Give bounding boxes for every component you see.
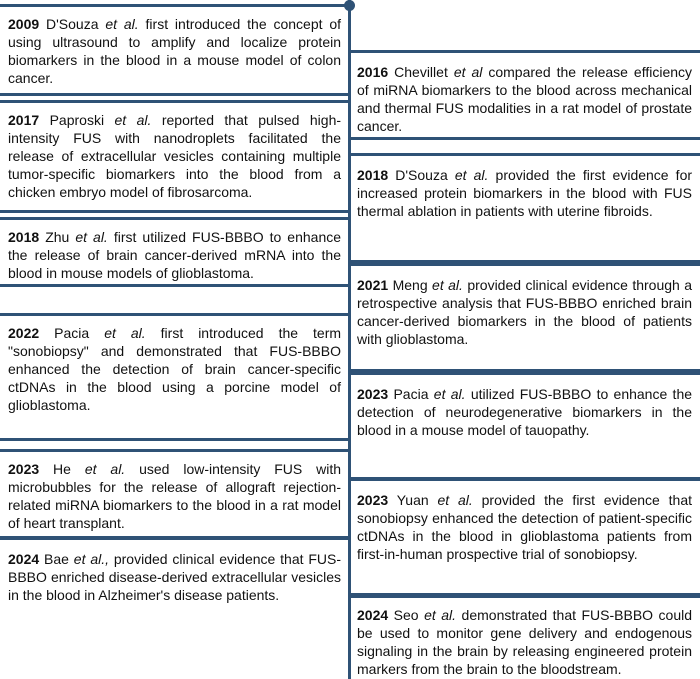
event-author: D'Souza — [395, 167, 448, 183]
event-author: Pacia — [393, 386, 429, 402]
event-description: first utilized FUS-BBBO to enhance the release of brain cancer-derived mRNA into the blood in mouse models of glioblastoma. — [8, 229, 342, 281]
event-etal: et al. — [104, 325, 146, 341]
event-description: compared the release efficiency of miRNA biomarkers to the blood across mechanical and thermal FUS modalities in a rat model of prostate cancer. — [357, 64, 693, 134]
event-author: Zhu — [45, 229, 70, 245]
event-etal: et al., — [73, 551, 109, 567]
event-author: D'Souza — [46, 16, 99, 32]
event-etal: et al. — [454, 167, 489, 183]
event-year: 2009 — [8, 16, 40, 32]
event-etal: et al — [453, 64, 483, 80]
event-author: Pacia — [54, 325, 90, 341]
event-year: 2021 — [357, 277, 389, 293]
event-etal: et al. — [432, 277, 463, 293]
event-etal: et al. — [75, 229, 108, 245]
event-year: 2018 — [357, 167, 389, 183]
event-author: Seo — [393, 607, 419, 623]
timeline-event-2024-bae — [0, 537, 349, 629]
event-author: Meng — [392, 277, 428, 293]
event-etal: et al. — [437, 492, 473, 508]
timeline-event-2009-dsouza — [0, 4, 349, 96]
event-author: Chevillet — [394, 64, 448, 80]
event-etal: et al. — [105, 16, 139, 32]
event-description: provided clinical evidence that FUS-BBBO enriched disease-derived extracellular vesicles in the blood in Alzheimer's disease patients. — [8, 551, 342, 603]
event-description: provided clinical evidence through a retrospective analysis that FUS-BBBO enriched brain cancer-derived biomarkers in the blood of patients with glioblastoma. — [357, 277, 693, 347]
event-description: provided the first evidence that sonobiopsy enhanced the detection of patient-specific ctDNAs in the blood in glioblastoma patients from first-in-human prospective trial of sonobiopsy. — [357, 492, 693, 562]
event-year: 2022 — [8, 325, 40, 341]
event-description: first introduced the concept of using ultrasound to amplify and localize protein biomarkers in the blood in a mouse model of colon cancer. — [8, 16, 342, 86]
timeline-event-2023-yuan — [349, 478, 700, 596]
event-description: used low-intensity FUS with microbubbles for the release of allograft rejection-related miRNA biomarkers to the blood in a rat model of heart transplant. — [8, 461, 342, 531]
event-year: 2023 — [8, 461, 40, 477]
timeline-event-2023-pacia — [349, 372, 700, 480]
timeline-event-2017-paproski — [0, 100, 349, 213]
timeline-event-2024-seo — [349, 595, 700, 679]
event-author: Yuan — [396, 492, 429, 508]
event-description: utilized FUS-BBBO to enhance the detection of neurodegenerative biomarkers in the blood in a mouse model of tauopathy. — [357, 386, 693, 438]
event-description: first introduced the term "sonobiopsy" and demonstrated that FUS-BBBO enhanced the detection of brain cancer-specific ctDNAs in the blood using a porcine model of glioblastoma. — [8, 325, 342, 413]
event-author: Bae — [44, 551, 69, 567]
event-description: reported that pulsed high-intensity FUS with nanodroplets facilitated the release of extracellular vesicles containing multiple tumor-specific biomarkers into the blood from a chicken embryo model of fibrosarcoma. — [8, 112, 342, 200]
event-year: 2023 — [357, 386, 389, 402]
event-author: He — [53, 461, 71, 477]
event-year: 2016 — [357, 64, 389, 80]
event-etal: et al. — [84, 461, 126, 477]
event-etal: et al. — [433, 386, 466, 402]
event-description: demonstrated that FUS-BBBO could be used to monitor gene delivery and endogenous signaling in the brain by releasing engineered protein markers from the brain to the bloodstream. — [357, 607, 693, 677]
event-year: 2024 — [8, 551, 40, 567]
timeline-event-2021-meng — [349, 263, 700, 372]
event-year: 2017 — [8, 112, 40, 128]
event-author: Paproski — [49, 112, 105, 128]
event-year: 2024 — [357, 607, 389, 623]
timeline-event-2018-dsouza — [349, 153, 700, 263]
timeline-event-2023-he — [0, 449, 349, 539]
event-year: 2023 — [357, 492, 389, 508]
timeline-event-2016-chevillet — [349, 50, 700, 140]
timeline-event-2018-zhu — [0, 217, 349, 287]
timeline-event-2022-pacia — [0, 313, 349, 441]
event-etal: et al. — [114, 112, 152, 128]
event-description: provided the first evidence for increased protein biomarkers in the blood with FUS thermal ablation in patients with uterine fibroids. — [357, 167, 693, 219]
event-etal: et al. — [424, 607, 457, 623]
event-year: 2018 — [8, 229, 40, 245]
